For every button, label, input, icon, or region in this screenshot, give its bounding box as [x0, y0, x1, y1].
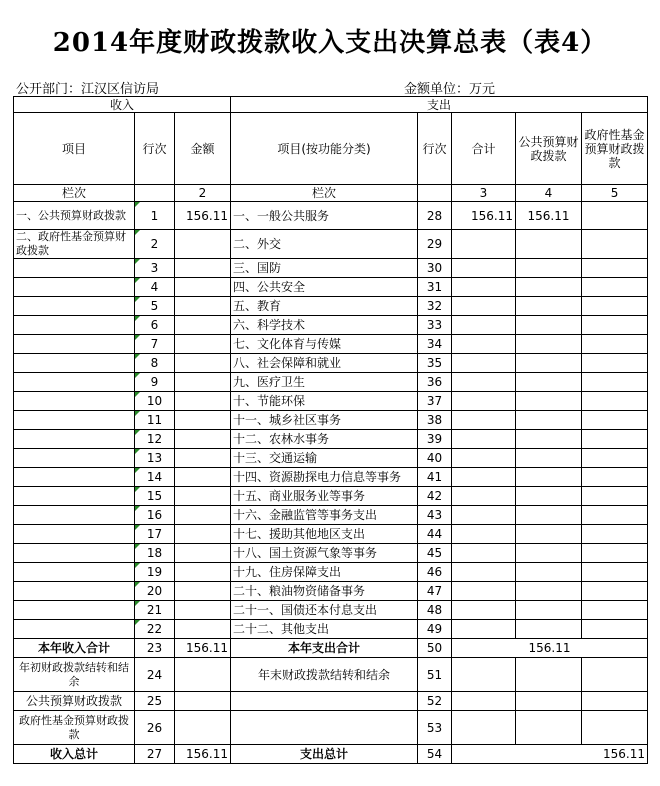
carry-public-label: 公共预算财政拨款 — [14, 692, 135, 711]
expense-public-budget — [516, 411, 582, 430]
income-item — [14, 316, 135, 335]
expense-row-no: 46 — [418, 563, 452, 582]
income-row-no: 15 — [135, 487, 175, 506]
table-row — [14, 392, 648, 411]
expense-row-no: 31 — [418, 278, 452, 297]
section-header-row — [14, 97, 648, 113]
col-row-no-2: 行次 — [418, 113, 452, 185]
expense-item: 十二、农林水事务 — [231, 430, 418, 449]
income-row-no: 12 — [135, 430, 175, 449]
expense-total: 156.11 — [452, 202, 516, 230]
carry-income-amount — [175, 658, 231, 692]
expense-gov-fund — [582, 582, 648, 601]
income-item — [14, 620, 135, 639]
expense-row-no: 28 — [418, 202, 452, 230]
expense-row-no: 29 — [418, 230, 452, 259]
income-item: 一、公共预算财政拨款 — [14, 202, 135, 230]
carry-row — [14, 658, 648, 692]
e3 — [582, 692, 648, 711]
index-4: 4 — [516, 185, 582, 202]
fiscal-table — [13, 96, 648, 764]
col-amount: 金额 — [175, 113, 231, 185]
col-total: 合计 — [452, 113, 516, 185]
income-row-no: 9 — [135, 373, 175, 392]
table-row — [14, 411, 648, 430]
expense-public-budget — [516, 335, 582, 354]
expense-row-no: 36 — [418, 373, 452, 392]
income-amount — [175, 525, 231, 544]
income-row-no: 4 — [135, 278, 175, 297]
expense-public-budget — [516, 230, 582, 259]
expense-total — [452, 544, 516, 563]
carry-expense-label: 年末财政拨款结转和结余 — [231, 658, 418, 692]
expense-gov-fund — [582, 278, 648, 297]
table-row — [14, 335, 648, 354]
expense-public-budget — [516, 601, 582, 620]
expense-row-no: 30 — [418, 259, 452, 278]
carry-fund-row — [14, 711, 648, 745]
income-amount — [175, 468, 231, 487]
income-amount — [175, 392, 231, 411]
income-row-no: 11 — [135, 411, 175, 430]
grand-expense-total: 156.11 — [452, 745, 648, 764]
expense-total — [452, 297, 516, 316]
year-income-row-no: 23 — [135, 639, 175, 658]
income-row-no: 21 — [135, 601, 175, 620]
expense-public-budget: 156.11 — [516, 202, 582, 230]
table-row — [14, 354, 648, 373]
carry-fund-label: 政府性基金预算财政拨款 — [14, 711, 135, 745]
grand-income-amount: 156.11 — [175, 745, 231, 764]
expense-item: 十一、城乡社区事务 — [231, 411, 418, 430]
expense-public-budget — [516, 316, 582, 335]
expense-public-budget — [516, 487, 582, 506]
expense-gov-fund — [582, 601, 648, 620]
expense-item: 二十一、国债还本付息支出 — [231, 601, 418, 620]
expense-item: 十八、国土资源气象等事务 — [231, 544, 418, 563]
e5 — [516, 711, 582, 745]
year-expense-row-no: 50 — [418, 639, 452, 658]
table-row — [14, 316, 648, 335]
column-header-row — [14, 113, 648, 185]
expense-public-budget — [516, 259, 582, 278]
income-item — [14, 563, 135, 582]
expense-public-budget — [516, 544, 582, 563]
grand-total-row — [14, 745, 648, 764]
income-item — [14, 601, 135, 620]
expense-item: 二十、粮油物资储备事务 — [231, 582, 418, 601]
expense-total — [452, 259, 516, 278]
income-row-no: 13 — [135, 449, 175, 468]
table-row — [14, 525, 648, 544]
income-amount — [175, 544, 231, 563]
table-row — [14, 620, 648, 639]
carry-fund-amount — [175, 711, 231, 745]
income-item — [14, 297, 135, 316]
expense-gov-fund — [582, 430, 648, 449]
table-row — [14, 373, 648, 392]
expense-row-no: 37 — [418, 392, 452, 411]
index-empty — [135, 185, 175, 202]
col-item: 项目 — [14, 113, 135, 185]
income-amount — [175, 487, 231, 506]
table-row — [14, 601, 648, 620]
table-row — [14, 487, 648, 506]
year-income-total-label: 本年收入合计 — [14, 639, 135, 658]
carry-fund-row-no: 26 — [135, 711, 175, 745]
col-gov-fund: 政府性基金预算财政拨款 — [582, 113, 648, 185]
carry-public-exp — [231, 692, 418, 711]
table-row — [14, 259, 648, 278]
carry-expense-row-no: 51 — [418, 658, 452, 692]
table-row — [14, 506, 648, 525]
expense-total — [452, 601, 516, 620]
carry-public-amount — [175, 692, 231, 711]
expense-row-no: 49 — [418, 620, 452, 639]
expense-total — [452, 506, 516, 525]
expense-total — [452, 620, 516, 639]
report-title: 2014年度财政拨款收入支出决算总表（表4） — [52, 28, 608, 58]
income-item — [14, 430, 135, 449]
expense-gov-fund — [582, 411, 648, 430]
income-row-no: 5 — [135, 297, 175, 316]
income-amount — [175, 259, 231, 278]
year-total-row — [14, 639, 648, 658]
income-row-no: 2 — [135, 230, 175, 259]
expense-item: 八、社会保障和就业 — [231, 354, 418, 373]
income-row-no: 8 — [135, 354, 175, 373]
table-row — [14, 582, 648, 601]
carry-expense-fund — [582, 658, 648, 692]
expense-item: 三、国防 — [231, 259, 418, 278]
expense-gov-fund — [582, 202, 648, 230]
expense-gov-fund — [582, 373, 648, 392]
expense-row-no: 45 — [418, 544, 452, 563]
e4 — [452, 711, 516, 745]
table-row — [14, 544, 648, 563]
income-amount — [175, 335, 231, 354]
table-row — [14, 278, 648, 297]
income-row-no: 3 — [135, 259, 175, 278]
expense-gov-fund — [582, 259, 648, 278]
year-income-amount: 156.11 — [175, 639, 231, 658]
expense-total — [452, 335, 516, 354]
expense-total — [452, 449, 516, 468]
expense-total — [452, 411, 516, 430]
expense-total — [452, 563, 516, 582]
carry-expense-pub — [516, 658, 582, 692]
income-row-no: 1 — [135, 202, 175, 230]
income-amount — [175, 449, 231, 468]
table-row — [14, 468, 648, 487]
expense-item: 五、教育 — [231, 297, 418, 316]
income-amount: 156.11 — [175, 202, 231, 230]
expense-gov-fund — [582, 392, 648, 411]
table-row — [14, 202, 648, 230]
income-item — [14, 487, 135, 506]
expense-gov-fund — [582, 525, 648, 544]
col-row-no: 行次 — [135, 113, 175, 185]
e6 — [582, 711, 648, 745]
expense-public-budget — [516, 297, 582, 316]
expense-item: 九、医疗卫生 — [231, 373, 418, 392]
expense-public-budget — [516, 392, 582, 411]
expense-item: 十、节能环保 — [231, 392, 418, 411]
expense-public-budget — [516, 430, 582, 449]
expense-item: 十七、援助其他地区支出 — [231, 525, 418, 544]
expense-public-budget — [516, 563, 582, 582]
expense-row-no: 47 — [418, 582, 452, 601]
expense-row-no: 41 — [418, 468, 452, 487]
col-public-budget: 公共预算财政拨款 — [516, 113, 582, 185]
expense-public-budget — [516, 354, 582, 373]
table-row — [14, 230, 648, 259]
expense-total — [452, 582, 516, 601]
expense-row-no: 33 — [418, 316, 452, 335]
expense-row-no: 38 — [418, 411, 452, 430]
income-item — [14, 335, 135, 354]
income-row-no: 19 — [135, 563, 175, 582]
income-item — [14, 278, 135, 297]
income-item — [14, 544, 135, 563]
expense-gov-fund — [582, 230, 648, 259]
department-label: 公开部门：江汉区信访局 — [16, 82, 160, 97]
expense-header: 支出 — [231, 97, 648, 113]
e2 — [516, 692, 582, 711]
expense-row-no: 44 — [418, 525, 452, 544]
expense-row-no: 32 — [418, 297, 452, 316]
income-amount — [175, 373, 231, 392]
expense-item: 六、科学技术 — [231, 316, 418, 335]
expense-total — [452, 373, 516, 392]
expense-gov-fund — [582, 563, 648, 582]
expense-item: 十九、住房保障支出 — [231, 563, 418, 582]
column-index-row — [14, 185, 648, 202]
index-empty-2 — [418, 185, 452, 202]
col-func-item: 项目(按功能分类) — [231, 113, 418, 185]
expense-gov-fund — [582, 316, 648, 335]
expense-gov-fund — [582, 620, 648, 639]
expense-public-budget — [516, 468, 582, 487]
income-amount — [175, 278, 231, 297]
expense-row-no: 42 — [418, 487, 452, 506]
index-2: 2 — [175, 185, 231, 202]
e1 — [452, 692, 516, 711]
expense-public-budget — [516, 582, 582, 601]
expense-row-no: 48 — [418, 601, 452, 620]
expense-gov-fund — [582, 354, 648, 373]
carry-public-row — [14, 692, 648, 711]
income-item — [14, 506, 135, 525]
income-row-no: 22 — [135, 620, 175, 639]
year-expense-total-label: 本年支出合计 — [231, 639, 418, 658]
income-item — [14, 373, 135, 392]
table-row — [14, 430, 648, 449]
index-3: 3 — [452, 185, 516, 202]
expense-item: 一、一般公共服务 — [231, 202, 418, 230]
expense-total — [452, 468, 516, 487]
expense-public-budget — [516, 278, 582, 297]
income-item — [14, 468, 135, 487]
expense-public-budget — [516, 525, 582, 544]
carry-fund-row-no-2: 53 — [418, 711, 452, 745]
income-row-no: 17 — [135, 525, 175, 544]
carry-fund-exp — [231, 711, 418, 745]
income-row-no: 10 — [135, 392, 175, 411]
expense-public-budget — [516, 449, 582, 468]
expense-row-no: 34 — [418, 335, 452, 354]
income-row-no: 6 — [135, 316, 175, 335]
index-label-2: 栏次 — [231, 185, 418, 202]
expense-gov-fund — [582, 487, 648, 506]
income-amount — [175, 563, 231, 582]
expense-public-budget — [516, 620, 582, 639]
income-amount — [175, 601, 231, 620]
grand-expense-label: 支出总计 — [231, 745, 418, 764]
expense-total — [452, 392, 516, 411]
expense-row-no: 35 — [418, 354, 452, 373]
expense-total — [452, 230, 516, 259]
expense-gov-fund — [582, 449, 648, 468]
expense-row-no: 43 — [418, 506, 452, 525]
income-item — [14, 259, 135, 278]
table-row — [14, 449, 648, 468]
expense-item: 七、文化体育与传媒 — [231, 335, 418, 354]
income-row-no: 7 — [135, 335, 175, 354]
year-expense-total: 156.11 — [452, 639, 648, 658]
expense-total — [452, 430, 516, 449]
income-item — [14, 525, 135, 544]
income-amount — [175, 230, 231, 259]
income-row-no: 14 — [135, 468, 175, 487]
income-item: 二、政府性基金预算财政拨款 — [14, 230, 135, 259]
carry-public-row-no-2: 52 — [418, 692, 452, 711]
expense-row-no: 40 — [418, 449, 452, 468]
expense-item: 四、公共安全 — [231, 278, 418, 297]
income-item — [14, 411, 135, 430]
expense-total — [452, 487, 516, 506]
income-item — [14, 582, 135, 601]
expense-gov-fund — [582, 297, 648, 316]
expense-row-no: 39 — [418, 430, 452, 449]
unit-label: 金额单位：万元 — [404, 82, 496, 97]
expense-total — [452, 525, 516, 544]
income-header: 收入 — [14, 97, 231, 113]
expense-gov-fund — [582, 468, 648, 487]
income-amount — [175, 316, 231, 335]
expense-item: 十六、金融监管等事务支出 — [231, 506, 418, 525]
income-item — [14, 354, 135, 373]
expense-gov-fund — [582, 335, 648, 354]
grand-income-row-no: 27 — [135, 745, 175, 764]
income-amount — [175, 430, 231, 449]
carry-expense-total — [452, 658, 516, 692]
income-amount — [175, 582, 231, 601]
carry-income-label: 年初财政拨款结转和结余 — [14, 658, 135, 692]
expense-item: 十四、资源勘探电力信息等事务 — [231, 468, 418, 487]
income-item — [14, 449, 135, 468]
table-row — [14, 563, 648, 582]
carry-income-row-no: 24 — [135, 658, 175, 692]
expense-item: 二十二、其他支出 — [231, 620, 418, 639]
income-amount — [175, 354, 231, 373]
income-amount — [175, 620, 231, 639]
expense-gov-fund — [582, 544, 648, 563]
expense-item: 十三、交通运输 — [231, 449, 418, 468]
index-5: 5 — [582, 185, 648, 202]
income-row-no: 20 — [135, 582, 175, 601]
index-label: 栏次 — [14, 185, 135, 202]
expense-total — [452, 316, 516, 335]
grand-income-label: 收入总计 — [14, 745, 135, 764]
income-row-no: 18 — [135, 544, 175, 563]
expense-public-budget — [516, 373, 582, 392]
grand-expense-row-no: 54 — [418, 745, 452, 764]
expense-total — [452, 278, 516, 297]
expense-item: 十五、商业服务业等事务 — [231, 487, 418, 506]
table-row — [14, 297, 648, 316]
income-amount — [175, 506, 231, 525]
carry-public-row-no: 25 — [135, 692, 175, 711]
expense-total — [452, 354, 516, 373]
expense-item: 二、外交 — [231, 230, 418, 259]
income-row-no: 16 — [135, 506, 175, 525]
income-item — [14, 392, 135, 411]
expense-public-budget — [516, 506, 582, 525]
income-amount — [175, 411, 231, 430]
income-amount — [175, 297, 231, 316]
expense-gov-fund — [582, 506, 648, 525]
